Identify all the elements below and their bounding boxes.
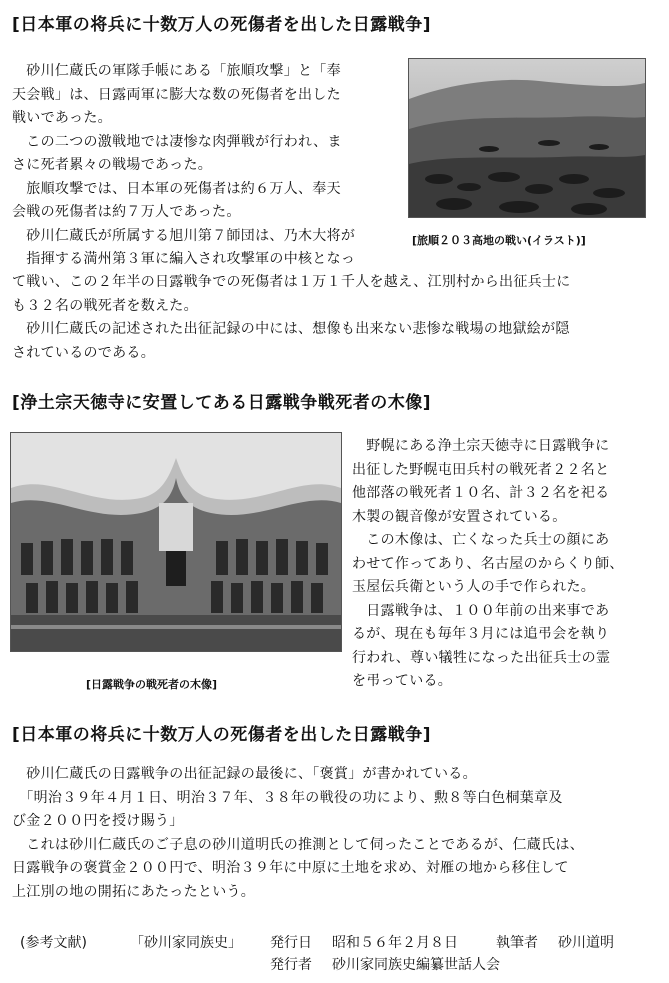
text-line: 行われ、尊い犠牲になった出征兵士の霊	[352, 649, 611, 666]
text-line: 旅順攻撃では、日本軍の死傷者は約６万人、奉天	[12, 180, 341, 197]
section1-heading: [日本軍の将兵に十数万人の死傷者を出した日露戦争]	[12, 15, 432, 35]
text-line: 「明治３９年４月１日、明治３７年、３８年の戦役の功により、勲８等白色桐葉章及	[12, 789, 563, 806]
text-line: 砂川仁蔵氏の記述された出征記録の中には、想像も出来ない悲惨な戦場の地獄絵が隠	[12, 321, 570, 337]
wooden-statues-photo	[10, 432, 342, 652]
text-line: 出征した野幌屯田兵村の戦死者２２名と	[352, 461, 610, 478]
text-line: 砂川仁蔵氏の軍隊手帳にある「旅順攻撃」と「奉	[12, 63, 341, 79]
section1-full-text	[12, 271, 662, 365]
section2-text	[352, 435, 657, 694]
reference-label: (参考文献)	[20, 935, 87, 951]
battle-illustration-image	[408, 58, 646, 218]
author-value: 砂川道明	[558, 935, 614, 951]
text-line: るが、現在も毎年３月には追弔会を執り	[352, 626, 610, 642]
section1-wrapped-text	[12, 60, 412, 272]
text-line: されているのである。	[12, 344, 155, 361]
text-line: て戦い、この２年半の日露戦争での死傷者は１万１千人を越え、江別村から出征兵士に	[12, 274, 571, 290]
section3-text	[12, 763, 662, 904]
text-line: わせて作ってあり、名古屋のからくり師、	[352, 555, 624, 572]
text-line: 他部落の戦死者１０名、計３２名を祀る	[352, 485, 610, 501]
text-line: 天会戦」は、日露両軍に膨大な数の死傷者を出した	[12, 86, 341, 103]
section2-heading: [浄土宗天徳寺に安置してある日露戦争戦死者の木像]	[12, 393, 432, 413]
text-line: 砂川仁蔵氏の日露戦争の出征記録の最後に、「褒賞」が書かれている。	[12, 766, 477, 782]
reference-book-title: 「砂川家同族史」	[130, 935, 242, 951]
text-line: 日露戦争の褒賞金２００円で、明治３９年に中原に土地を求め、対雁の地から移住して	[12, 860, 569, 876]
text-line: 会戦の死傷者は約７万人であった。	[12, 204, 241, 220]
text-line: 戦いであった。	[12, 110, 112, 126]
text-line: び金２００円を授け賜う」	[12, 813, 184, 829]
wooden-statues-icon	[11, 433, 341, 651]
author-label: 執筆者	[496, 935, 538, 951]
section3-heading: [日本軍の将兵に十数万人の死傷者を出した日露戦争]	[12, 725, 432, 745]
text-line: この木像は、亡くなった兵士の顔にあ	[352, 532, 610, 548]
text-line: 野幌にある浄土宗天徳寺に日露戦争に	[352, 438, 610, 454]
publish-date-label: 発行日	[270, 935, 312, 951]
publisher-label: 発行者	[270, 957, 312, 973]
text-line: 上江別の地の開拓にあたったという。	[12, 883, 256, 900]
text-line: 玉屋伝兵衛という人の手で作られた。	[352, 579, 596, 595]
text-line: 砂川仁蔵氏が所属する旭川第７師団は、乃木大将が	[12, 227, 356, 244]
text-line: これは砂川仁蔵氏のご子息の砂川道明氏の推測として伺ったことであるが、仁蔵氏は、	[12, 836, 584, 853]
text-line: 木製の観音像が安置されている。	[352, 508, 567, 525]
publisher-value: 砂川家同族史編纂世話人会	[332, 957, 500, 973]
text-line: この二つの激戦地では凄惨な肉弾戦が行われ、ま	[12, 133, 342, 150]
battlefield-illustration-icon	[409, 59, 645, 217]
section1-image-caption: [旅順２０３高地の戦い(イラスト)]	[412, 234, 586, 247]
text-line: 指揮する満州第３軍に編入され攻撃軍の中核となっ	[12, 251, 356, 267]
section2-image-caption: [日露戦争の戦死者の木像]	[86, 678, 218, 691]
text-line: も３２名の戦死者を数えた。	[12, 297, 198, 314]
text-line: を弔っている。	[352, 673, 453, 689]
publish-date-value: 昭和５６年２月８日	[332, 935, 458, 951]
text-line: さに死者累々の戦場であった。	[12, 157, 213, 173]
text-line: 日露戦争は、１００年前の出来事であ	[352, 602, 610, 619]
